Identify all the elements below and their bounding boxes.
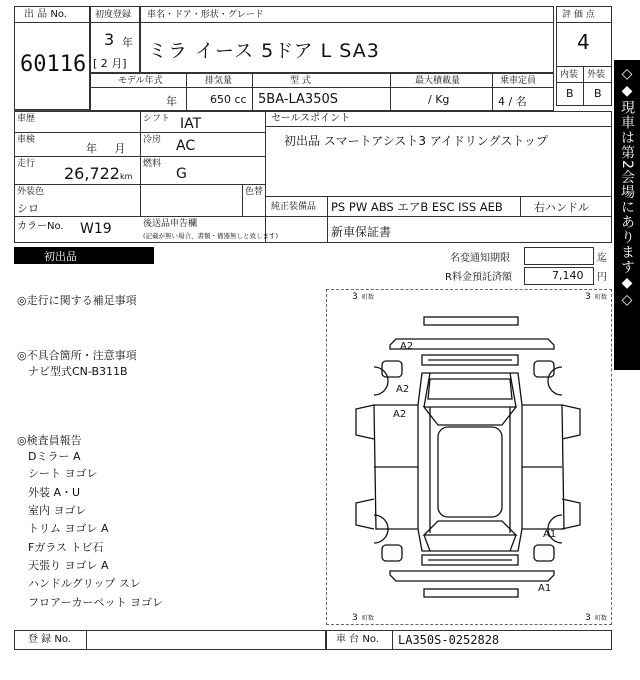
- inspector-title: ◎検査員報告: [17, 434, 82, 447]
- mileage-unit: km: [120, 172, 133, 181]
- inspector-item: 室内 ヨゴレ: [28, 504, 87, 517]
- recycle-unit: 円: [597, 272, 607, 283]
- corner-label: 3: [585, 613, 591, 623]
- equipment: PS PW ABS エアB ESC ISS AEB: [331, 200, 503, 214]
- inspector-item: ハンドルグリップ スレ: [28, 577, 141, 590]
- side-text: ◇◆現車は第2会場にあります◆◇: [619, 66, 635, 309]
- ac-value: AC: [176, 138, 196, 154]
- status-tag-text: 初出品: [44, 250, 77, 263]
- model-label: 型 式: [290, 76, 311, 86]
- corner-label: 3: [585, 292, 591, 302]
- handle: 右ハンドル: [534, 201, 589, 214]
- repaint-label: 色替: [245, 187, 264, 197]
- model-year-label: モデル年式: [118, 76, 163, 86]
- car-name: ミラ イース 5ドア L SA3: [148, 40, 380, 62]
- recycle-value: 7,140: [552, 269, 584, 282]
- sales-point: 初出品 スマートアシスト3 アイドリングストップ: [284, 134, 549, 148]
- driving-title: ◎走行に関する補足事項: [17, 294, 137, 307]
- name-change-label: 名変通知期限: [450, 253, 510, 264]
- corner-label: 3: [352, 292, 358, 302]
- exterior-value: B: [594, 87, 602, 100]
- chassis-label: 車 台 No.: [336, 634, 379, 645]
- damage-mark: A2: [393, 409, 407, 420]
- displacement-label: 排気量: [205, 76, 233, 86]
- shift-value: IAT: [180, 116, 202, 132]
- inspector-item: 天張り ヨゴレ A: [28, 559, 109, 572]
- exterior-label: 外装: [587, 70, 606, 80]
- inspection-label: 車検: [17, 135, 36, 145]
- color-no-label: カラーNo.: [17, 221, 64, 232]
- inspector-item: シート ヨゴレ: [28, 467, 98, 480]
- corner-unit: 町数: [595, 615, 608, 622]
- post-doc-label: 後送品申告欄: [143, 219, 198, 229]
- fuel-value: G: [176, 166, 187, 182]
- defect-title: ◎不具合箇所・注意事項: [17, 349, 137, 362]
- first-reg-year: 3: [104, 30, 115, 49]
- name-change-box: [524, 247, 594, 265]
- sales-point-label: セールスポイント: [271, 113, 351, 124]
- first-reg-year-unit: 年: [122, 36, 133, 49]
- score: 4: [577, 30, 590, 54]
- corner-unit: 町数: [362, 294, 375, 301]
- damage-mark: A1: [538, 583, 552, 594]
- model-year-unit: 年: [166, 95, 177, 108]
- warranty: 新車保証書: [331, 225, 392, 239]
- damage-mark: A1: [543, 529, 557, 540]
- lot-no: 60116: [20, 52, 87, 77]
- max-load: / Kg: [428, 93, 450, 106]
- lot-no-label: 出 品 No.: [24, 9, 67, 20]
- shift-label: シフト: [143, 114, 171, 124]
- inspection-value: 年 月: [86, 142, 126, 155]
- first-reg-month: [ 2 月]: [93, 57, 127, 70]
- ac-label: 冷房: [143, 135, 162, 145]
- inspector-item: Dミラー A: [28, 450, 81, 463]
- color-no: W19: [80, 221, 112, 237]
- corner-unit: 町数: [595, 294, 608, 301]
- max-load-label: 最大積載量: [415, 76, 461, 86]
- score-label: 評 価 点: [562, 10, 595, 20]
- color-label: 外装色: [17, 187, 45, 197]
- chassis-no: LA350S-0252828: [398, 633, 500, 647]
- inspector-item: 外装 A・U: [28, 486, 81, 499]
- equipment-label: 純正装備品: [271, 202, 317, 212]
- mileage-label: 走行: [17, 159, 36, 169]
- first-reg-label: 初度登録: [95, 10, 132, 20]
- capacity: 4 / 名: [498, 95, 527, 108]
- history-label: 車歴: [17, 114, 36, 124]
- model: 5BA-LA350S: [258, 92, 338, 107]
- interior-label: 内装: [560, 70, 579, 80]
- inspector-item: Fガラス トビ石: [28, 541, 104, 554]
- defect-item: ナビ型式CN-B311B: [28, 365, 128, 378]
- car-name-label: 車名・ドア・形状・グレード: [147, 10, 264, 20]
- damage-mark: A2: [400, 341, 414, 352]
- inspector-item: フロアーカーペット ヨゴレ: [28, 596, 163, 609]
- displacement: 650 cc: [210, 93, 247, 106]
- fuel-label: 燃料: [143, 159, 162, 169]
- score-cell: [556, 6, 612, 106]
- inspector-item: トリム ヨゴレ A: [28, 522, 109, 535]
- recycle-label: R料金預託済額: [445, 272, 512, 283]
- mileage: 26,722: [64, 164, 120, 183]
- capacity-label: 乗車定員: [500, 76, 537, 86]
- name-change-unit: 迄: [597, 253, 607, 264]
- corner-label: 3: [352, 613, 358, 623]
- status-tag: [14, 247, 154, 264]
- interior-value: B: [566, 87, 574, 100]
- corner-unit: 町数: [362, 615, 375, 622]
- reg-no-label: 登 録 No.: [28, 634, 71, 645]
- car-outline: [326, 289, 612, 625]
- post-doc-note: (記載が無い場合、書類・備器無しと致します): [143, 232, 279, 240]
- color-value: シロ: [17, 202, 39, 215]
- damage-mark: A2: [396, 384, 410, 395]
